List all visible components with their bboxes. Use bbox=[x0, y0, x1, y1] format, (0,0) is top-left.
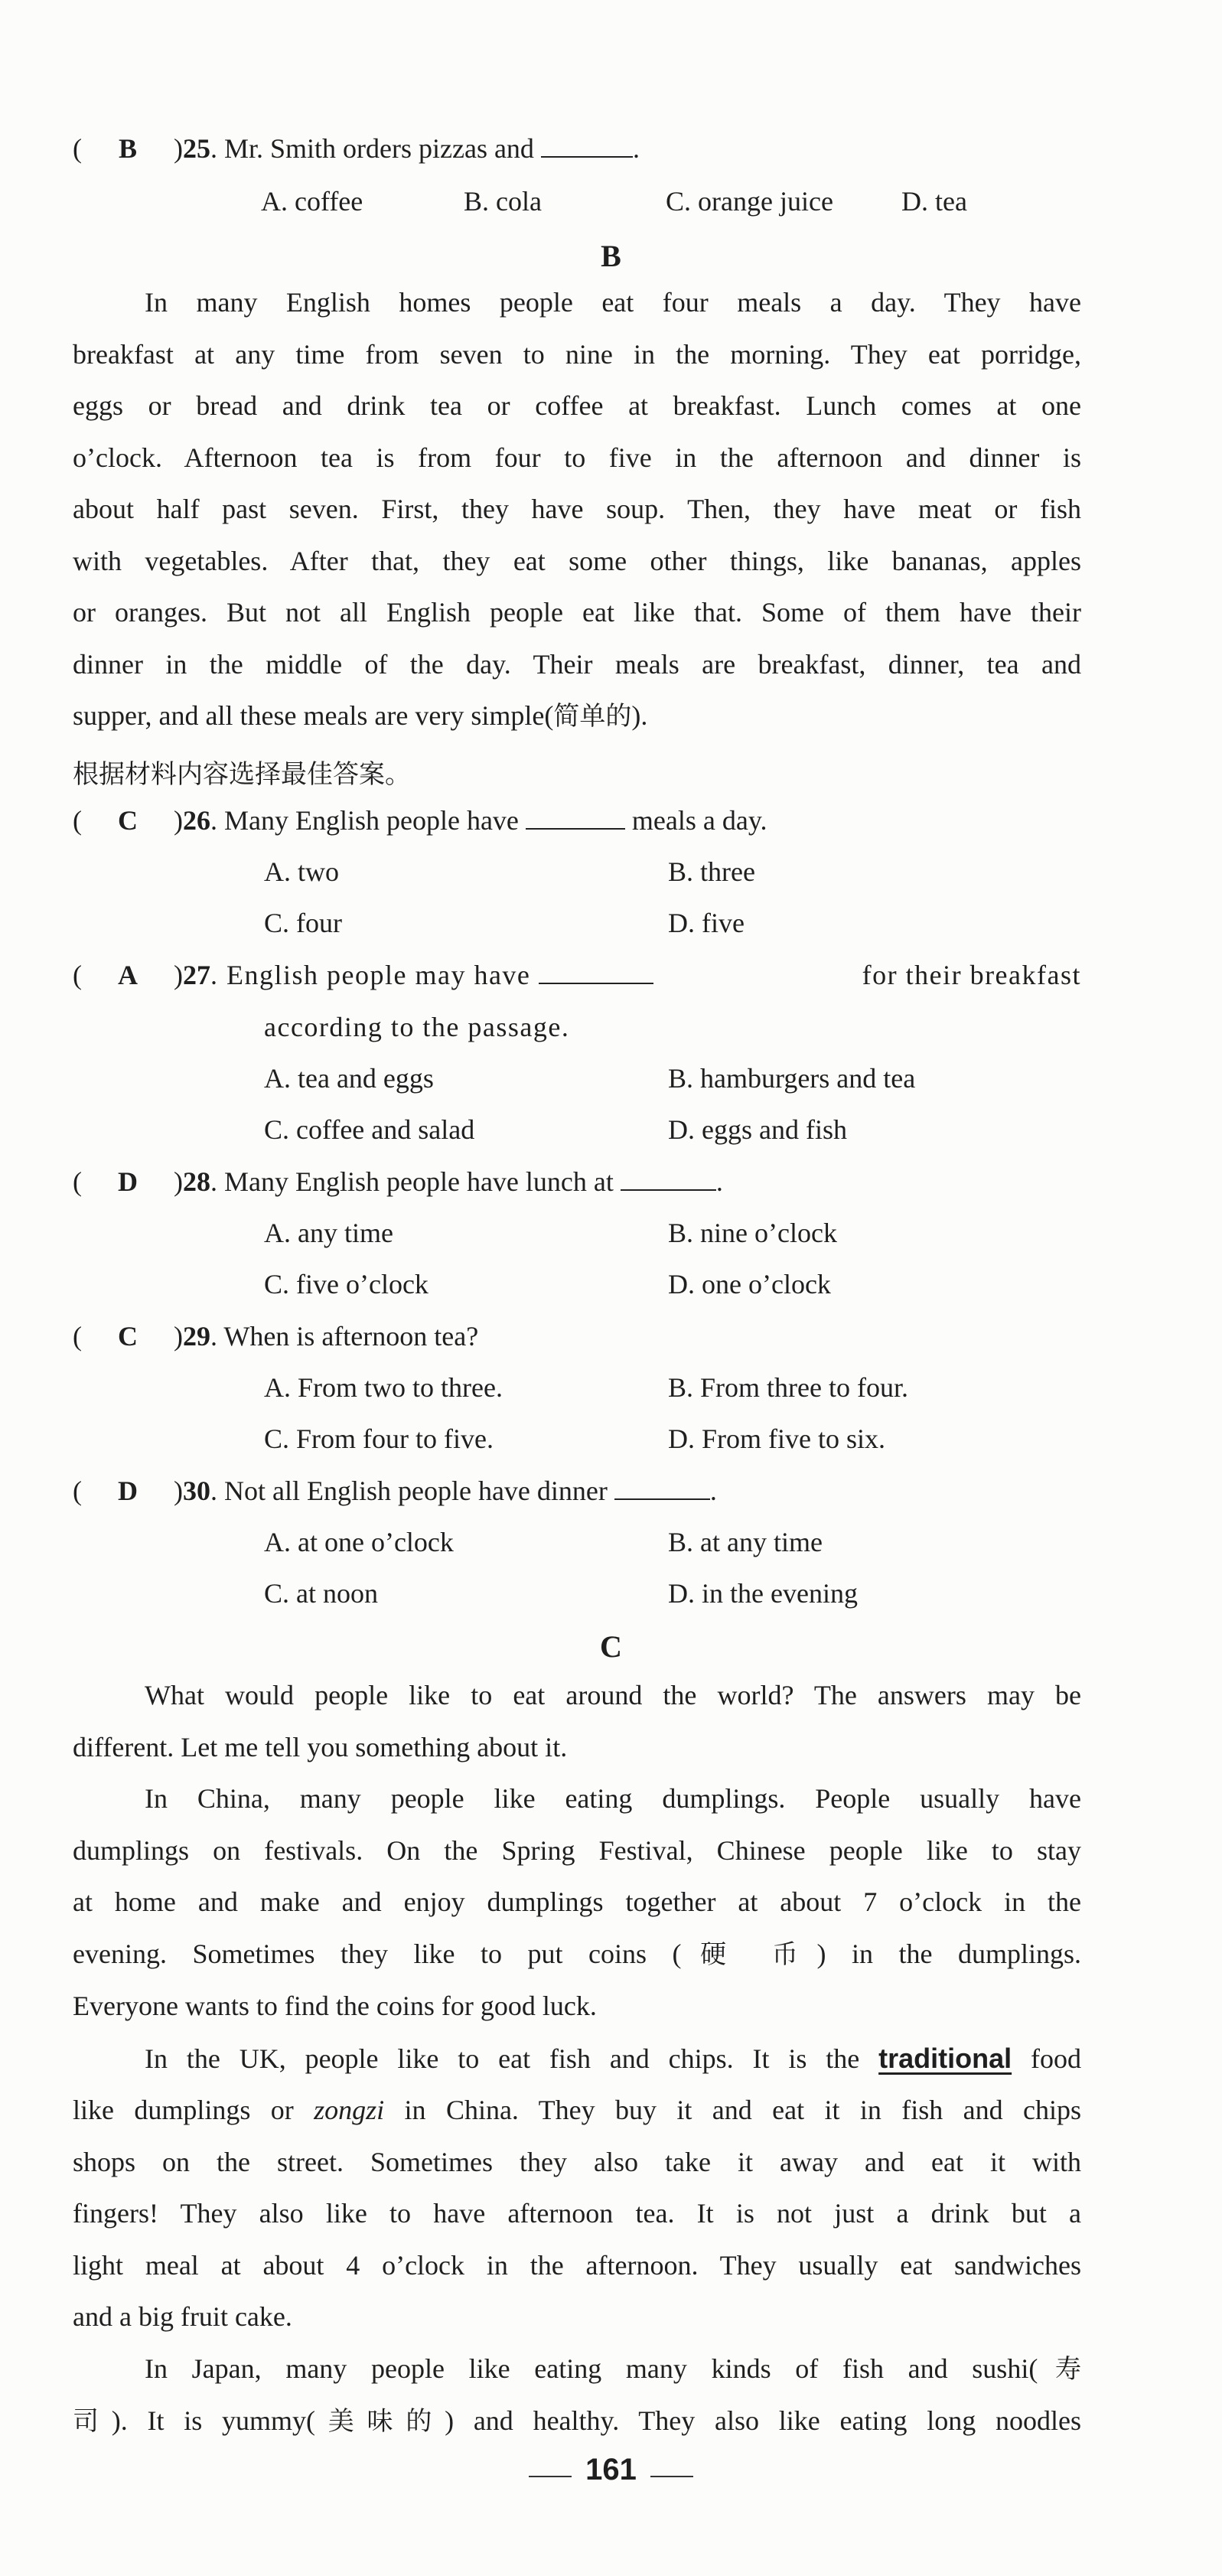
answer-blank bbox=[614, 1498, 710, 1500]
answer-26: C bbox=[118, 805, 138, 836]
question-29 bbox=[73, 1322, 478, 1350]
question-number: 28 bbox=[183, 1166, 210, 1197]
option-30-b: B. at any time bbox=[668, 1527, 823, 1557]
passage-text: like dumplings or bbox=[73, 2095, 314, 2125]
passage-line: In China, many people like eating dumplings. People usually have bbox=[145, 1783, 1081, 1814]
question-stem: . Many English people have bbox=[210, 805, 526, 836]
passage-text: ) in the dumplings. bbox=[816, 1938, 1081, 1969]
passage-line: light meal at about 4 o’clock in the afternoon. They usually eat sandwiches bbox=[73, 2249, 1081, 2281]
passage-line: about half past seven. First, they have soup. Then, they have meat or fish bbox=[73, 494, 1081, 524]
passage-text: ). It is yummy( bbox=[111, 2405, 316, 2436]
paren-close: ) bbox=[174, 960, 183, 990]
chinese-gloss: 寿 bbox=[1038, 2353, 1081, 2385]
passage-line bbox=[73, 2085, 1081, 2137]
question-27-line2: according to the passage. bbox=[264, 1012, 570, 1042]
answer-28: D bbox=[118, 1166, 138, 1197]
question-stem-end: for their breakfast bbox=[862, 960, 1081, 990]
passage-line: In many English homes people eat four meals a day. They have bbox=[145, 287, 1081, 318]
option-28-d: D. one o’clock bbox=[668, 1269, 831, 1299]
option-25-a: A. coffee bbox=[261, 186, 363, 217]
option-28-c: C. five o’clock bbox=[264, 1269, 429, 1299]
passage-line: or oranges. But not all English people eat like that. Some of them have their bbox=[73, 597, 1081, 628]
question-number: 27 bbox=[183, 960, 210, 990]
option-27-a: A. tea and eggs bbox=[264, 1063, 434, 1094]
option-30-d: D. in the evening bbox=[668, 1578, 858, 1609]
option-25-b: B. cola bbox=[464, 186, 542, 217]
footer-dash-right bbox=[650, 2476, 693, 2477]
instruction-text: 根据材料内容选择最佳答案。 bbox=[73, 759, 411, 790]
question-stem-end: . bbox=[709, 1475, 717, 1506]
question-26 bbox=[73, 807, 767, 834]
passage-line: eggs or bread and drink tea or coffee at breakfast. Lunch comes at one bbox=[73, 390, 1081, 421]
option-29-d: D. From five to six. bbox=[668, 1423, 885, 1454]
passage-line: What would people like to eat around the world? The answers may be bbox=[145, 1680, 1081, 1710]
passage-text: In the UK, people like to eat fish and chips. It is the bbox=[145, 2043, 879, 2074]
option-25-c: C. orange juice bbox=[666, 186, 833, 217]
question-25 bbox=[73, 135, 640, 162]
chinese-gloss: 美味的 bbox=[315, 2406, 445, 2437]
option-26-b: B. three bbox=[668, 856, 755, 887]
option-26-d: D. five bbox=[668, 908, 745, 938]
passage-b bbox=[73, 277, 1081, 743]
question-stem: . English people may have bbox=[210, 960, 539, 990]
passage-text: ) and healthy. They also like eating long noodles bbox=[445, 2405, 1081, 2436]
question-28 bbox=[73, 1168, 723, 1195]
chinese-gloss: 司 bbox=[73, 2406, 112, 2437]
paren-close: ) bbox=[174, 805, 183, 836]
passage-line: breakfast at any time from seven to nine in the morning. They eat porridge, bbox=[73, 338, 1081, 370]
passage-line: shops on the street. Sometimes they also take it away and eat it with bbox=[73, 2146, 1081, 2177]
option-27-d: D. eggs and fish bbox=[668, 1114, 847, 1145]
section-b-heading: B bbox=[601, 239, 621, 273]
chinese-gloss: 简单的 bbox=[553, 701, 632, 732]
passage-text: In Japan, many people like eating many kinds of fish and sushi( bbox=[145, 2353, 1038, 2384]
option-26-c: C. four bbox=[264, 908, 342, 938]
answer-blank bbox=[541, 156, 633, 158]
passage-line: o’clock. Afternoon tea is from four to five in the afternoon and dinner is bbox=[73, 442, 1081, 473]
answer-27: A bbox=[118, 960, 138, 990]
footer-dash-left bbox=[529, 2476, 572, 2477]
passage-text: supper, and all these meals are very simple( bbox=[73, 700, 554, 731]
italic-word: zongzi bbox=[314, 2095, 385, 2125]
passage-line: dumplings on festivals. On the Spring Festival, Chinese people like to stay bbox=[73, 1834, 1081, 1866]
answer-25: B bbox=[118, 133, 137, 164]
passage-text: evening. Sometimes they like to put coins ( bbox=[73, 1938, 682, 1969]
passage-line bbox=[73, 1929, 1081, 1981]
option-25-d: D. tea bbox=[901, 186, 967, 217]
question-stem: . Mr. Smith orders pizzas and bbox=[210, 133, 541, 164]
question-stem-end: . bbox=[632, 133, 640, 164]
paren-close: ) bbox=[174, 133, 183, 164]
question-stem: . Not all English people have dinner bbox=[210, 1475, 614, 1506]
option-27-c: C. coffee and salad bbox=[264, 1114, 475, 1145]
question-number: 26 bbox=[183, 805, 210, 836]
passage-line: at home and make and enjoy dumplings together at about 7 o’clock in the bbox=[73, 1886, 1081, 1917]
question-number: 25 bbox=[183, 133, 210, 164]
question-27 bbox=[73, 961, 1081, 989]
paren-close: ) bbox=[174, 1475, 183, 1506]
paren-open: ( bbox=[73, 960, 82, 990]
passage-last-line bbox=[73, 690, 1081, 743]
option-28-a: A. any time bbox=[264, 1218, 393, 1248]
passage-c bbox=[73, 1670, 1081, 2448]
answer-30: D bbox=[118, 1475, 138, 1506]
passage-line bbox=[73, 2033, 1081, 2085]
passage-line: with vegetables. After that, they eat some other things, like bananas, apples bbox=[73, 545, 1081, 576]
chinese-gloss: 硬 币 bbox=[681, 1939, 817, 1970]
passage-end: ). bbox=[631, 700, 648, 731]
answer-blank bbox=[526, 828, 625, 830]
question-stem: . When is afternoon tea? bbox=[210, 1321, 479, 1352]
passage-line bbox=[73, 2395, 1081, 2448]
passage-line: Everyone wants to find the coins for good luck. bbox=[73, 1991, 597, 2021]
paren-open: ( bbox=[73, 1475, 82, 1506]
page-number: 161 bbox=[585, 2453, 637, 2486]
option-26-a: A. two bbox=[264, 856, 339, 887]
passage-line: dinner in the middle of the day. Their meals are breakfast, dinner, tea and bbox=[73, 648, 1081, 680]
question-stem-end: . bbox=[715, 1166, 723, 1197]
section-c-heading: C bbox=[600, 1629, 622, 1664]
option-29-b: B. From three to four. bbox=[668, 1372, 908, 1403]
option-29-c: C. From four to five. bbox=[264, 1423, 494, 1454]
passage-line bbox=[73, 2343, 1081, 2396]
paren-open: ( bbox=[73, 805, 82, 836]
passage-text: food bbox=[1012, 2043, 1081, 2074]
answer-blank bbox=[621, 1189, 716, 1191]
passage-line: fingers! They also like to have afternoon tea. It is not just a drink but a bbox=[73, 2198, 1081, 2229]
paren-open: ( bbox=[73, 133, 82, 164]
passage-line: and a big fruit cake. bbox=[73, 2301, 292, 2332]
question-stem: . Many English people have lunch at bbox=[210, 1166, 621, 1197]
passage-text: in China. They buy it and eat it in fish and chips bbox=[384, 2095, 1081, 2125]
answer-29: C bbox=[118, 1321, 138, 1352]
question-stem-end: meals a day. bbox=[624, 805, 767, 836]
paren-open: ( bbox=[73, 1321, 82, 1352]
option-30-c: C. at noon bbox=[264, 1578, 378, 1609]
question-30 bbox=[73, 1477, 717, 1505]
question-number: 30 bbox=[183, 1475, 210, 1506]
option-30-a: A. at one o’clock bbox=[264, 1527, 454, 1557]
option-27-b: B. hamburgers and tea bbox=[668, 1063, 916, 1094]
highlighted-word: traditional bbox=[878, 2042, 1012, 2074]
paren-open: ( bbox=[73, 1166, 82, 1197]
option-29-a: A. From two to three. bbox=[264, 1372, 503, 1403]
page-footer bbox=[0, 2453, 1222, 2487]
option-28-b: B. nine o’clock bbox=[668, 1218, 837, 1248]
question-number: 29 bbox=[183, 1321, 210, 1352]
paren-close: ) bbox=[174, 1321, 183, 1352]
answer-blank bbox=[539, 983, 653, 984]
passage-line: different. Let me tell you something about it. bbox=[73, 1731, 568, 1762]
paren-close: ) bbox=[174, 1166, 183, 1197]
